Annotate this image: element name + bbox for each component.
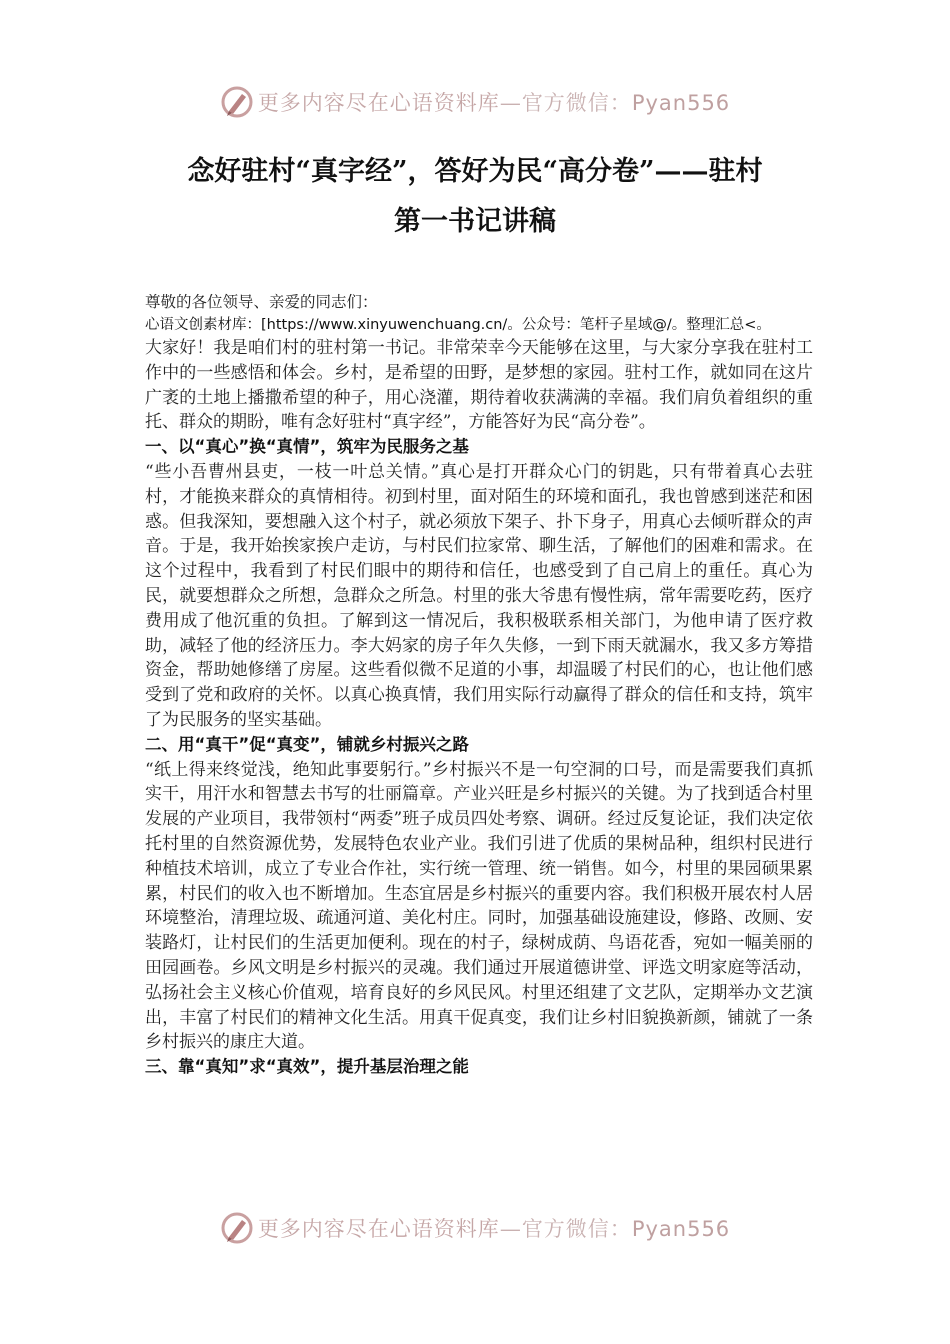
document-title-line-1: 念好驻村“真字经”，答好为民“高分卷”——驻村 xyxy=(187,156,763,187)
section-1-paragraph: “些小吾曹州县吏，一枝一叶总关情。”真心是打开群众心门的钥匙，只有带着真心去驻村，才能换来群众的真情相待。初到村里，面对陌生的环境和面孔，我也曾感到迷茫和困惑。但我深知，要想融入这个村子，就必须放下架子、扑下身子，用真心去倾听群众的声音。于是，我开始挨家挨户走访，与村民们拉家常、聊生活，了解他们的困难和需求。在这个过程中，我看到了村民们眼中的期待和信任，也感受到了自己肩上的重任。真心为民，就要想群众之所想，急群众之所急。村里的张大爷患有慢性病，常年需要吃药，医疗费用成了他沉重的负担。了解到这一情况后，我积极联系相关部门，为他申请了医疗救助，减轻了他的经济压力。李大妈家的房子年久失修，一到下雨天就漏水，我又多方筹措资金，帮助她修缮了房屋。这些看似微不足道的小事，却温暖了村民们的心，也让他们感受到了党和政府的关怀。以真心换真情，我们用实际行动赢得了群众的信任和支持，筑牢了为民服务的坚实基础。 xyxy=(145,461,813,730)
document-title-line-2: 第一书记讲稿 xyxy=(394,206,556,237)
section-2-heading: 二、用“真干”促“真变”，铺就乡村振兴之路 xyxy=(145,734,469,754)
watermark-text: 更多内容尽在心语资料库—官方微信：Pyan556 xyxy=(257,91,731,115)
watermark-text: 更多内容尽在心语资料库—官方微信：Pyan556 xyxy=(257,1217,731,1241)
watermark-banner-top xyxy=(0,82,950,122)
watermark-banner-bottom xyxy=(0,1208,950,1248)
greeting: 尊敬的各位领导、亲爱的同志们： xyxy=(145,293,378,311)
document-body xyxy=(145,290,813,1080)
logo-pen-icon xyxy=(220,85,254,119)
section-3-heading: 三、靠“真知”求“真效”，提升基层治理之能 xyxy=(145,1057,469,1077)
source-note: 心语文创素材库：[https://www.xinyuwenchuang.cn/。公众号：笔杆子星域@/。整理汇总<。 xyxy=(145,317,771,333)
section-1-heading: 一、以“真心”换“真情”，筑牢为民服务之基 xyxy=(145,437,469,457)
intro-paragraph: 大家好！我是咱们村的驻村第一书记。非常荣幸今天能够在这里，与大家分享我在驻村工作中的一些感悟和体会。乡村，是希望的田野，是梦想的家园。驻村工作，就如同在这片广袤的土地上播撒希望的种子，用心浇灌，期待着收获满满的幸福。我们肩负着组织的重托、群众的期盼，唯有念好驻村“真字经”，方能答好为民“高分卷”。 xyxy=(145,338,813,433)
section-2-paragraph: “纸上得来终觉浅，绝知此事要躬行。”乡村振兴不是一句空洞的口号，而是需要我们真抓实干，用汗水和智慧去书写的壮丽篇章。产业兴旺是乡村振兴的关键。为了找到适合村里发展的产业项目，我带领村“两委”班子成员四处考察、调研。经过反复论证，我们决定依托村里的自然资源优势，发展特色农业产业。我们引进了优质的果树品种，组织村民进行种植技术培训，成立了专业合作社，实行统一管理、统一销售。如今，村里的果园硕果累累，村民们的收入也不断增加。生态宜居是乡村振兴的重要内容。我们积极开展农村人居环境整治，清理垃圾、疏通河道、美化村庄。同时，加强基础设施建设，修路、改厕、安装路灯，让村民们的生活更加便利。现在的村子，绿树成荫、鸟语花香，宛如一幅美丽的田园画卷。乡风文明是乡村振兴的灵魂。我们通过开展道德讲堂、评选文明家庭等活动，弘扬社会主义核心价值观，培育良好的乡风民风。村里还组建了文艺队，定期举办文艺演出，丰富了村民们的精神文化生活。用真干促真变，我们让乡村旧貌换新颜，铺就了一条乡村振兴的康庄大道。 xyxy=(145,759,813,1053)
logo-pen-icon xyxy=(220,1211,254,1245)
